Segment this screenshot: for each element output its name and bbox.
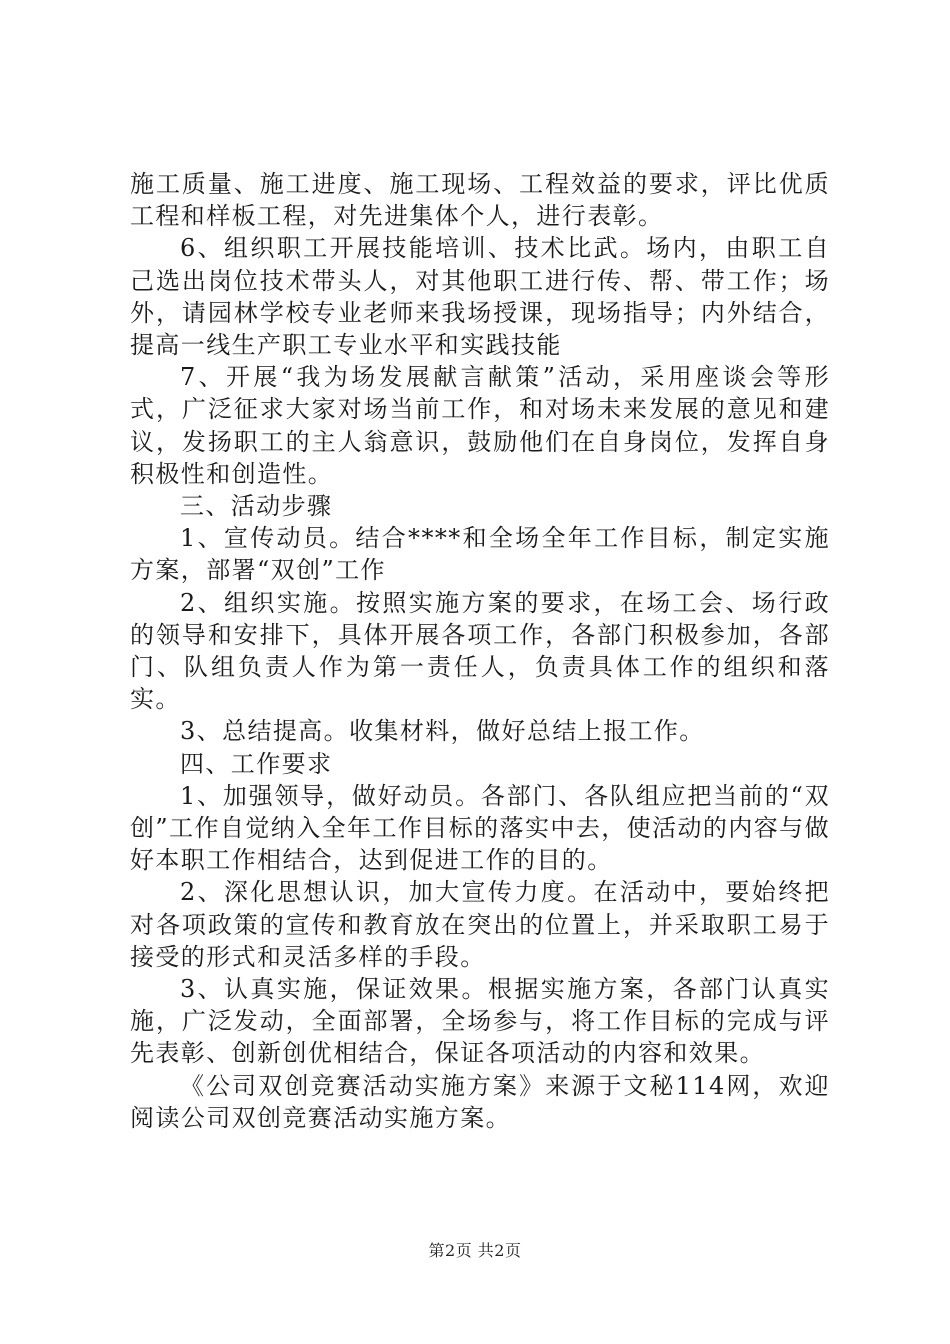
paragraph-continuation: 施工质量、施工进度、施工现场、工程效益的要求，评比优质工程和样板工程，对先进集体个人，进行表彰。 [130,170,830,231]
paragraph-step-2-implement: 2、组织实施。按照实施方案的要求，在场工会、场行政的领导和安排下，具体开展各项工作，各部门积极参加，各部门、队组负责人作为第一责任人，负责具体工作的组织和落实。 [130,588,830,714]
paragraph-item-7-suggestions: 7、开展“我为场发展献言献策”活动，采用座谈会等形式，广泛征求大家对场当前工作，和对场未来发展的意见和建议，发扬职工的主人翁意识，鼓励他们在自身岗位，发挥自身积极性和创造性。 [130,363,830,488]
paragraph-item-6-training: 6、组织职工开展技能培训、技术比武。场内，由职工自己选出岗位技术带头人，对其他职工进行传、帮、带工作；场外，请园林学校专业老师来我场授课，现场指导；内外结合，提高一线生产职工专业水平和实践技能 [130,234,830,360]
paragraph-requirement-1-leadership: 1、加强领导，做好动员。各部门、各队组应把当前的“双创”工作自觉纳入全年工作目标的落实中去，使活动的内容与做好本职工作相结合，达到促进工作的目的。 [130,781,830,875]
page-number-footer: 第2页 共2页 [428,1241,522,1260]
paragraph-step-1-mobilize: 1、宣传动员。结合****和全场全年工作目标，制定实施方案，部署“双创”工作 [130,524,830,585]
document-body [130,168,830,1134]
paragraph-requirement-3-implementation: 3、认真实施，保证效果。根据实施方案，各部门认真实施，广泛发动，全面部署，全场参与，将工作目标的完成与评先表彰、创新创优相结合，保证各项活动的内容和效果。 [130,975,830,1068]
paragraph-source-note: 《公司双创竞赛活动实施方案》来源于文秘114网，欢迎阅读公司双创竞赛活动实施方案。 [130,1071,830,1132]
paragraph-step-3-summarize: 3、总结提高。收集材料，做好总结上报工作。 [180,717,705,746]
paragraph-requirement-2-awareness: 2、深化思想认识，加大宣传力度。在活动中，要始终把对各项政策的宣传和教育放在突出的位置上，并采取职工易于接受的形式和灵活多样的手段。 [130,878,830,971]
section-heading-activity-steps: 三、活动步骤 [180,492,333,521]
section-heading-work-requirements: 四、工作要求 [180,749,333,778]
